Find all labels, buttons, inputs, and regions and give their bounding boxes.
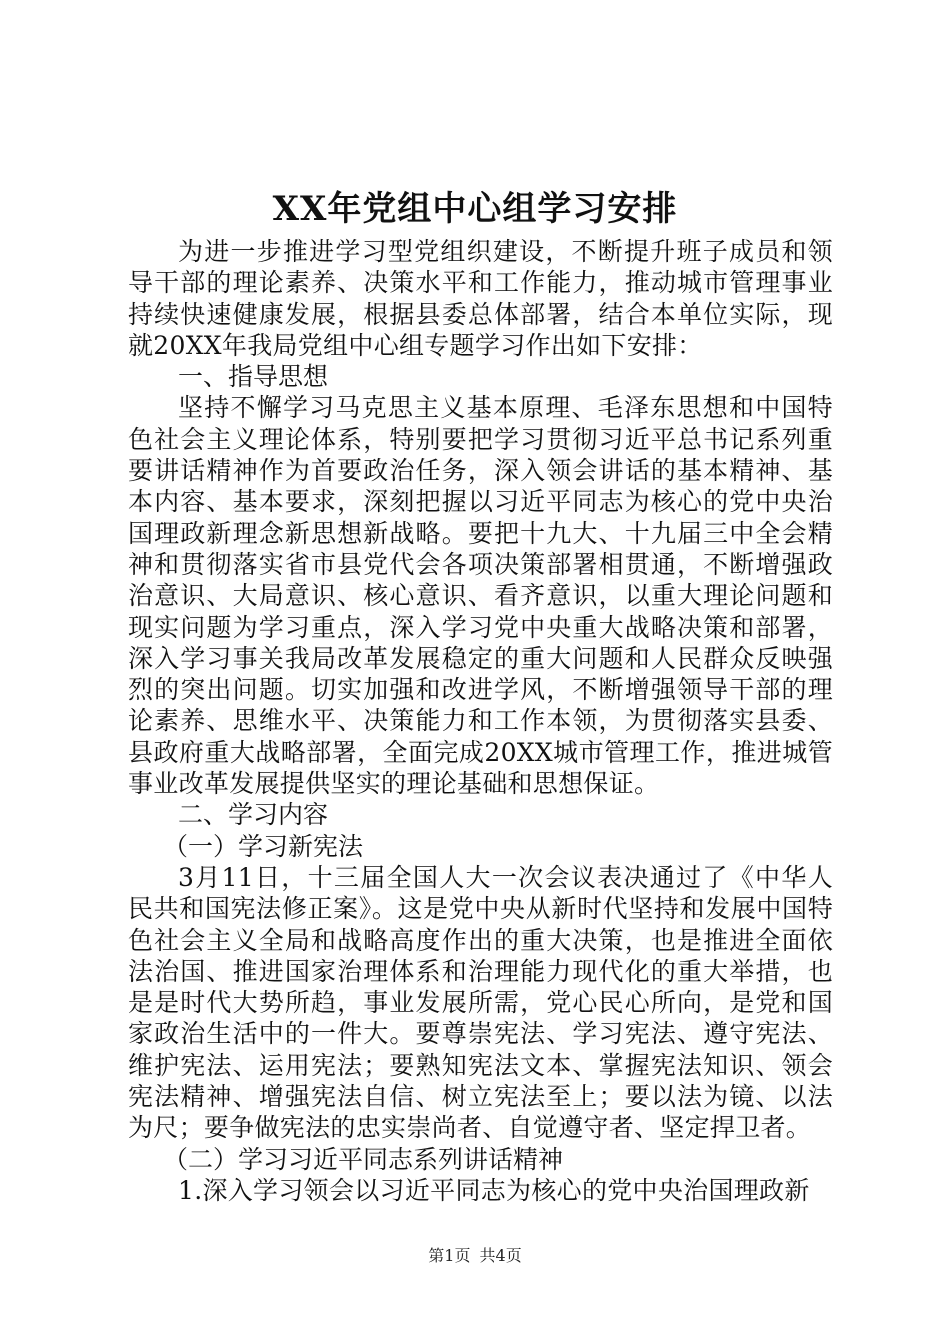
document-title: XX年党组中心组学习安排 <box>272 189 678 229</box>
document-body <box>128 236 833 1206</box>
page-total: 共4页 <box>479 1246 522 1265</box>
section-heading-study-content: 二、学习内容 <box>178 800 329 830</box>
page-number: 第1页 <box>428 1246 471 1265</box>
page-footer <box>0 1246 950 1266</box>
intro-paragraph: 为进一步推进学习型党组织建设，不断提升班子成员和领导干部的理论素养、决策水平和工作能力，推动城市管理事业持续快速健康发展，根据县委总体部署，结合本单位实际，现就20XX年我局党组中心组专题学习作出如下安排： <box>128 237 833 360</box>
new-constitution-paragraph: 3月11日，十三届全国人大一次会议表决通过了《中华人民共和国宪法修正案》。这是党中央从新时代坚持和发展中国特色社会主义全局和战略高度作出的重大决策，也是推进全面依法治国、推进国家治理体系和治理能力现代化的重大举措，也是是时代大势所趋，事业发展所需，党心民心所向，是党和国家政治生活中的一件大。要尊崇宪法、学习宪法、遵守宪法、维护宪法、运用宪法；要熟知宪法文本、掌握宪法知识、领会宪法精神、增强宪法自信、树立宪法至上；要以法为镜、以法为尺；要争做宪法的忠实崇尚者、自觉遵守者、坚定捍卫者。 <box>128 862 833 1143</box>
list-item-1: 1.深入学习领会以习近平同志为核心的党中央治国理政新 <box>178 1175 810 1205</box>
subheading-speech-spirit: （二）学习习近平同志系列讲话精神 <box>163 1144 564 1174</box>
subheading-new-constitution: （一）学习新宪法 <box>163 831 364 861</box>
section-heading-guiding-thought: 一、指导思想 <box>178 362 329 392</box>
guiding-thought-paragraph: 坚持不懈学习马克思主义基本原理、毛泽东思想和中国特色社会主义理论体系，特别要把学习贯彻习近平总书记系列重要讲话精神作为首要政治任务，深入领会讲话的基本精神、基本内容、基本要求，深刻把握以习近平同志为核心的党中央治国理政新理念新思想新战略。要把十九大、十九届三中全会精神和贯彻落实省市县党代会各项决策部署相贯通，不断增强政治意识、大局意识、核心意识、看齐意识，以重大理论问题和现实问题为学习重点，深入学习党中央重大战略决策和部署，深入学习事关我局改革发展稳定的重大问题和人民群众反映强烈的突出问题。切实加强和改进学风，不断增强领导干部的理论素养、思维水平、决策能力和工作本领，为贯彻落实县委、县政府重大战略部署，全面完成20XX城市管理工作，推进城管事业改革发展提供坚实的理论基础和思想保证。 <box>128 393 833 799</box>
